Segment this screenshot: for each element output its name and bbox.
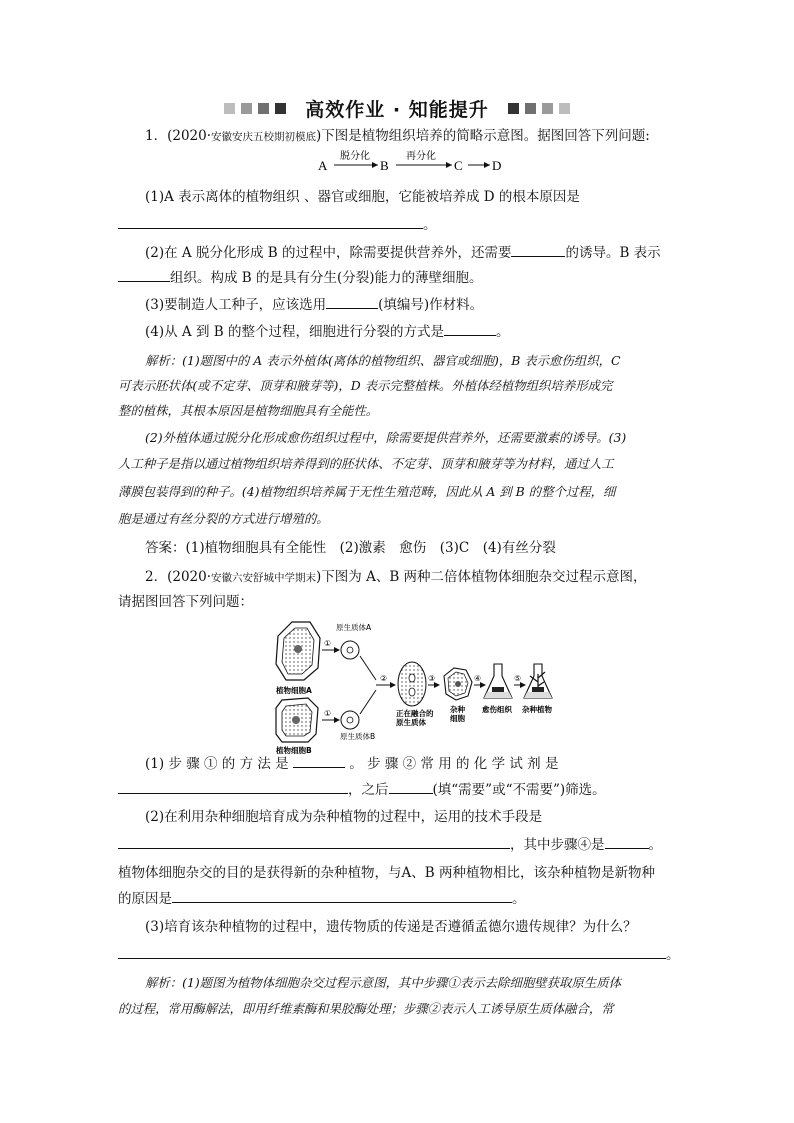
step-3-label: ③ [428,674,436,683]
flow-arrow-1-label: 脱分化 [340,151,370,162]
q2-part2: (2)在利用杂种细胞培育成为杂种植物的过程中，运用的技术手段是 [145,809,543,825]
callus-label: 愈伤组织 [482,705,512,714]
q1-part4-text-1: (4)从 A 到 B 的整个过程，细胞进行分裂的方式是 [145,324,444,340]
q1-solution-line-7: 胞是通过有丝分裂的方式进行增殖的。 [118,511,329,526]
arrow-head-icon [334,717,340,723]
q2-part2-text-6: 。 [512,891,526,907]
flask-callus-icon [484,664,512,698]
answer-blank[interactable] [293,753,345,768]
answer-blank[interactable] [444,321,496,336]
q1-stem [145,125,678,148]
hybrid-cell-label-2: 细胞 [450,714,465,723]
q1-part1-answer-line [118,214,678,236]
q1-stem-text: )下图是植物组织培养的简略示意图。据图回答下列问题: [316,128,650,144]
protoplast-b-icon [341,711,359,729]
flow-node-d: D [492,158,502,173]
decor-square-icon [542,103,553,114]
q1-part2 [145,242,678,264]
q1-part4 [145,321,678,343]
flask-hybrid-plant-icon [524,664,552,698]
step-1-label: ① [324,639,332,648]
q2-part1-text-4: (填“需要”或“不需要”)筛选。 [432,782,606,798]
step-5-label: ⑤ [514,674,522,683]
flow-node-a: A [318,158,328,173]
fusing-label-2: 原生质体 [396,718,426,727]
answer-blank[interactable] [118,834,510,849]
q2-part2-cont [118,834,678,856]
q2-part1-text-1: (1) 步 骤 ① 的 方 法 是 [145,756,289,772]
q1-part3-text-1: (3)要制造人工种子，应该选用 [145,297,327,313]
punctuation: 。 [423,217,437,233]
cell-b-label: 植物细胞B [276,746,312,755]
decor-square-icon [224,103,235,114]
step-2-label: ② [380,674,388,683]
q1-number: 1．(2020· [145,128,212,144]
q1-part2-text-2: 的诱导。B 表示 [565,245,661,261]
decor-square-icon [275,103,286,114]
q1-part3-text-2: (填编号)作材料。 [378,297,484,313]
q1-solution-line-3: 整的植株，其根本原因是植物细胞具有全能性。 [118,403,379,418]
q1-solution-line-2: 可表示胚状体(或不定芽、顶芽和腋芽等)，D 表示完整植株。外植体经植物组织培养形成完 [118,378,613,393]
q1-solution-line-6: 薄膜包装得到的种子。(4)植物组织培养属于无性生殖范畴，因此从 A 到 B 的整个过程，细 [118,484,616,499]
q2-part1-text-3: ，之后 [348,782,389,798]
flow-node-c: C [454,158,463,173]
q2-part3-answer-line [118,944,678,966]
page-title: 高效作业 · 知能提升 [305,98,489,121]
q2-part2-text-2: ，其中步骤④是 [510,837,605,853]
decor-square-icon [559,103,570,114]
q2-number: 2．(2020· [145,569,212,585]
answer-blank[interactable] [326,294,378,309]
protoplast-a-label: 原生质体A [336,623,372,632]
q2-part2-line4 [118,888,678,910]
answer-blank[interactable] [605,834,649,849]
answer-blank[interactable] [118,779,348,794]
answer-blank[interactable] [118,267,170,282]
protoplast-a-icon [341,641,359,659]
q1-solution-line-1: 解析：(1)题图中的 A 表示外植体(离体的植物组织、器官或细胞)，B 表示愈伤组织，C [145,353,621,368]
protoplast-b-label: 原生质体B [340,732,376,741]
hybrid-cell-label-1: 杂种 [450,705,465,714]
q1-solution-line-4: (2)外植体通过脱分化形成愈伤组织过程中，除需要提供营养外，还需要激素的诱导。(3) [145,430,627,445]
q2-stem-text: )下图为 A、B 两种二倍体植物体细胞杂交过程示意图， [316,569,647,585]
flow-node-b: B [380,158,389,173]
q2-part3: (3)培育该杂种植物的过程中，遗传物质的传递是否遵循孟德尔遗传规律？为什么？ [145,919,637,935]
q1-solution-line-5: 人工种子是指以通过植物组织培养得到的胚状体、不定芽、顶芽和腋芽等为材料，通过人工 [118,456,614,471]
answer-blank[interactable] [511,242,565,257]
q1-source: 安徽安庆五校期初模底 [211,131,317,143]
q2-part2-text-3: 。 [648,837,662,853]
q1-answer: 答案：(1)植物细胞具有全能性 (2)激素 愈伤 (3)C (4)有丝分裂 [145,540,556,556]
q1-part1: (1)A 表示离体的植物组织 、器官或细胞，它能被培养成 D 的根本原因是 [145,189,580,205]
q2-stem-2: 请据图回答下列问题： [118,594,253,610]
arrow-head-icon [390,682,396,688]
decor-square-icon [241,103,252,114]
hybrid-cell-icon [444,668,472,700]
decor-square-icon [258,103,269,114]
plant-cell-b-icon [276,698,318,742]
arrow-head-icon [446,162,452,168]
q2-part1 [145,753,678,775]
q2-part1-text-2: 。 步 骤 ② 常 用 的 化 学 试 剂 是 [349,756,559,772]
arrow-head-icon [372,162,378,168]
q1-part2-text-1: (2)在 A 脱分化形成 B 的过程中，除需要提供营养外，还需要 [145,245,512,261]
q2-part2-text-5: 的原因是 [118,891,172,907]
q1-part4-text-2: 。 [495,324,510,340]
decor-square-icon [508,103,519,114]
section-header [0,96,794,120]
q2-part2-line3: 植物体细胞杂交的目的是获得新的杂种植物，与A、B 两种植物相比，该杂种植物是新物种 [118,865,655,881]
q1-part3 [145,294,678,316]
decor-square-icon [525,103,536,114]
q2-part1-cont [118,779,678,801]
q2-solution-line-1: 解析：(1)题图为植物体细胞杂交过程示意图，其中步骤①表示去除细胞壁获取原生质体 [145,975,622,990]
plant-cell-a-icon [276,622,320,680]
step-1b-label: ① [324,709,332,718]
cell-a-label: 植物细胞A [276,686,312,695]
q2-stem [145,566,678,589]
answer-blank[interactable] [172,888,512,903]
fusing-protoplast-icon [398,662,426,706]
q2-cell-hybridization-diagram [268,616,558,755]
arrow-head-icon [334,647,340,653]
answer-blank[interactable] [118,944,666,959]
flow-arrow-2-label: 再分化 [406,151,436,162]
answer-blank[interactable] [389,779,433,794]
q1-part2-text-3: 组织。构成 B 的是具有分生(分裂)能力的薄壁细胞。 [170,270,483,286]
hybrid-plant-label: 杂种植物 [522,705,552,714]
arrow-head-icon [484,162,490,168]
step-4-label: ④ [474,674,482,683]
q2-source: 安徽六安舒城中学期末 [211,572,317,584]
punctuation: 。 [666,947,680,963]
answer-blank[interactable] [118,214,423,229]
q2-solution-line-2: 的过程，常用酶解法，即用纤维素酶和果胶酶处理；步骤②表示人工诱导原生质体融合，常 [118,1001,614,1016]
fusing-label-1: 正在融合的 [396,709,434,718]
q1-part2-cont [118,267,678,289]
q1-flow-diagram [318,150,528,176]
